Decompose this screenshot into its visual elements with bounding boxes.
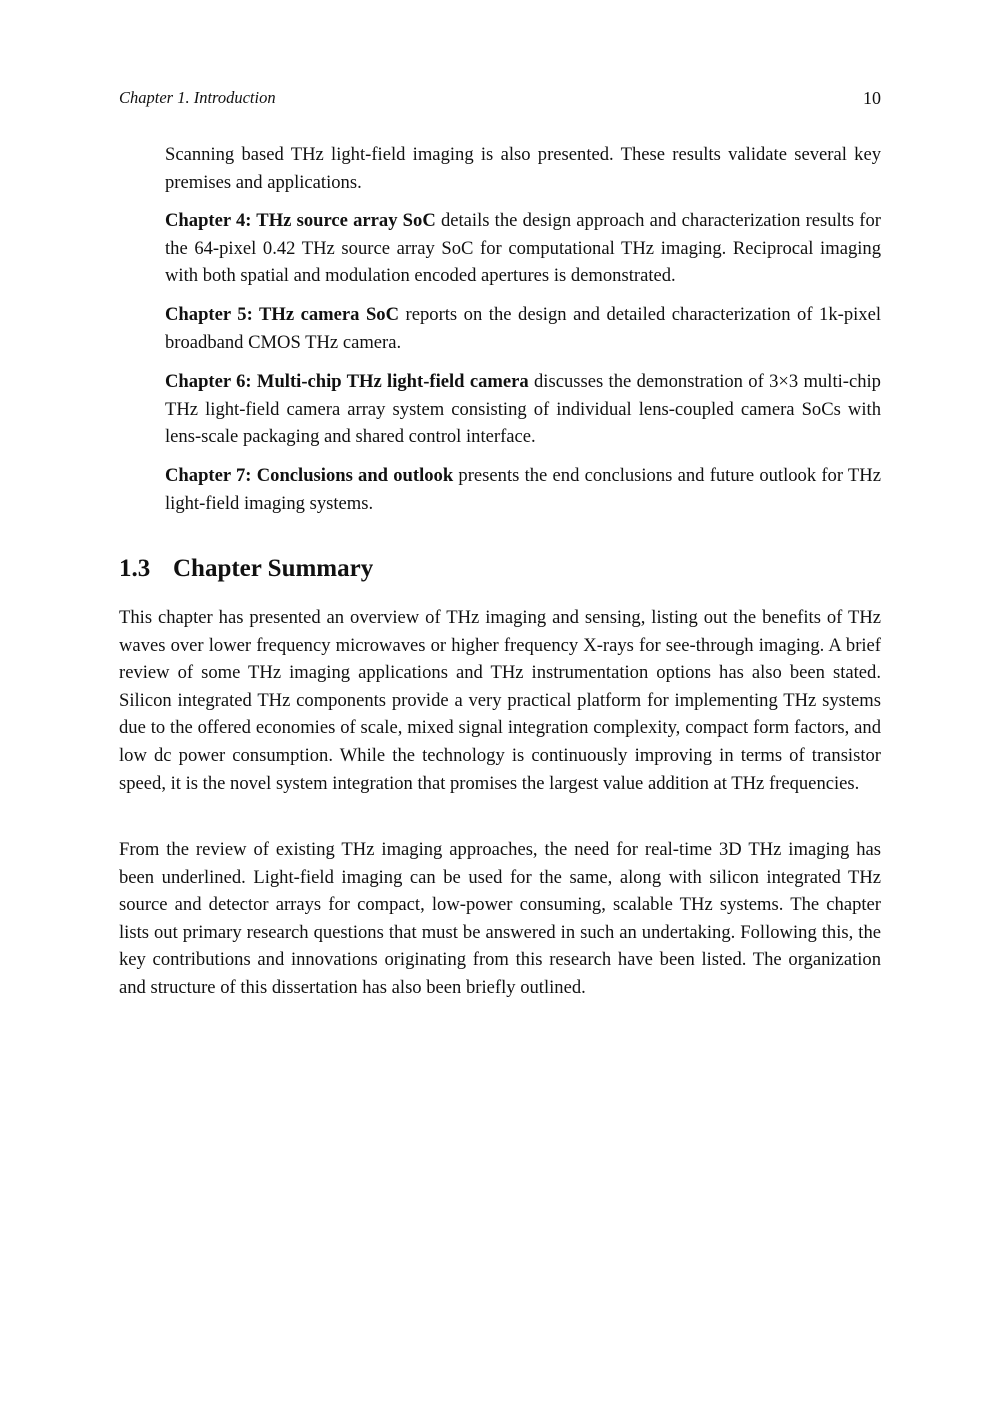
outline-text: Scanning based THz light-field imaging is also presented. These results validate several key premises and applications. bbox=[165, 144, 881, 193]
summary-paragraph-1: This chapter has presented an overview of THz imaging and sensing, listing out the benefits of THz waves over lower frequency microwaves or higher frequency X-rays for see-through imaging. A brief review of some THz imaging applications and THz instrumentation options has also been stated. Silicon integrated THz components provide a very practical platform for implementing THz systems due to the offered economies of scale, mixed signal integration complexity, compact form factors, and low dc power consumption. While the technology is continuously improving in terms of transistor speed, it is the novel system integration that promises the largest value addition at THz frequencies. bbox=[119, 607, 881, 794]
outline-text: reports on the design and detailed characterization of 1k-pixel broadband CMOS THz camera. bbox=[165, 304, 881, 353]
outline-paragraph-continued bbox=[165, 141, 881, 196]
summary-paragraph-2: From the review of existing THz imaging approaches, the need for real-time 3D THz imaging has been underlined. Light-field imaging can be used for the same, along with silicon integrated THz source and detector arrays for compact, low-power consuming, scalable THz systems. The chapter lists out primary research questions that must be answered in such an undertaking. Following this, the key contributions and innovations originating from this research have been listed. The organization and structure of this dissertation has also been briefly outlined. bbox=[119, 839, 881, 998]
running-title: Chapter 1. Introduction bbox=[119, 88, 276, 107]
outline-label: Chapter 5: THz camera SoC bbox=[165, 304, 400, 325]
outline-label: Chapter 4: THz source array SoC bbox=[165, 210, 436, 231]
page-number: 10 bbox=[863, 88, 881, 108]
section-heading bbox=[119, 553, 373, 585]
outline-paragraph-chapter-7 bbox=[165, 462, 881, 517]
section-number: 1.3 bbox=[119, 555, 151, 582]
outline-text: details the design approach and characterization results for the 64-pixel 0.42 THz source array SoC for computational THz imaging. Reciprocal imaging with both spatial and modulation encoded apertures is demonstrated. bbox=[165, 210, 881, 287]
outline-paragraph-chapter-5 bbox=[165, 301, 881, 356]
outline-paragraph-chapter-6 bbox=[165, 368, 881, 451]
section-title: Chapter Summary bbox=[173, 555, 374, 582]
outline-paragraph-chapter-4 bbox=[165, 207, 881, 290]
outline-label: Chapter 6: Multi-chip THz light-field camera bbox=[165, 371, 529, 392]
running-header bbox=[119, 88, 881, 112]
outline-label: Chapter 7: Conclusions and outlook bbox=[165, 465, 454, 486]
outline-text: presents the end conclusions and future outlook for THz light-field imaging systems. bbox=[165, 465, 881, 514]
outline-text: discusses the demonstration of 3×3 multi-chip THz light-field camera array system consisting of individual lens-coupled camera SoCs with lens-scale packaging and shared control interface. bbox=[165, 371, 881, 448]
